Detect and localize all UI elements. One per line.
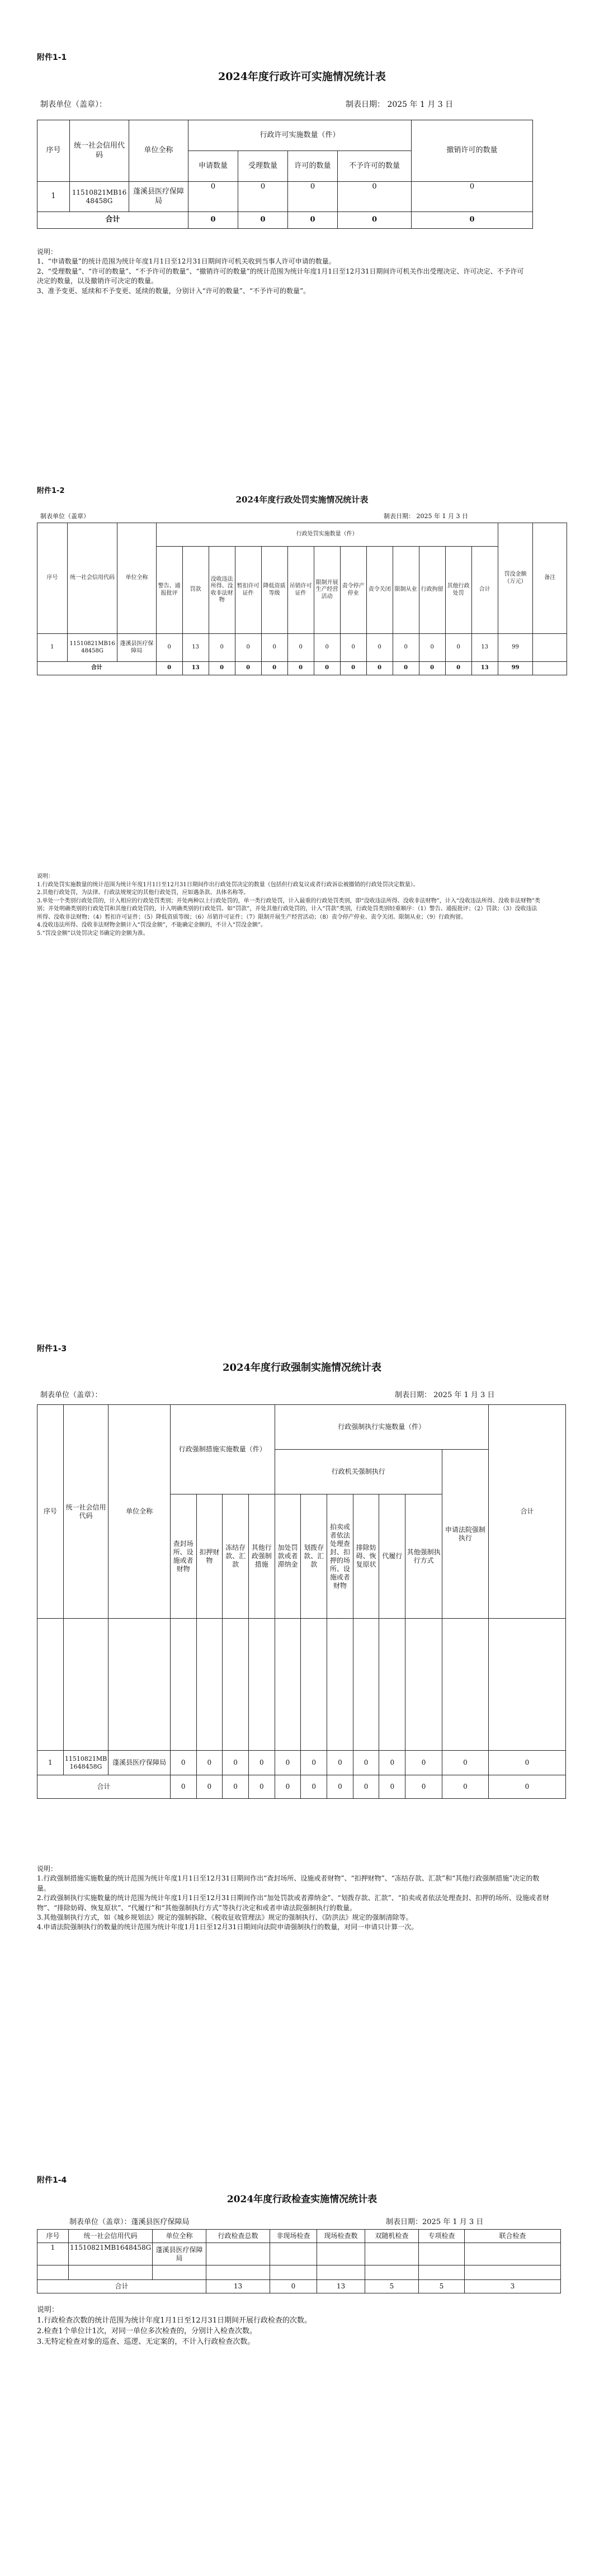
- total-value: 0: [287, 662, 314, 675]
- header-revoke: 撤销许可的数量: [412, 120, 533, 182]
- header-exec-col: 划拨存款、汇款: [301, 1494, 327, 1619]
- cell-value: 0: [393, 634, 419, 662]
- header-name: 单位全称: [153, 2230, 206, 2243]
- cell-value: [270, 2243, 317, 2265]
- cell-value: 0: [287, 634, 314, 662]
- total-value: 0: [170, 1775, 196, 1799]
- total-value: 0: [445, 662, 471, 675]
- total-label: 合计: [37, 2280, 206, 2293]
- header-name: 单位全称: [108, 1405, 170, 1619]
- header-name: 单位全称: [117, 523, 156, 634]
- total-value: 0: [248, 1775, 275, 1799]
- note-line: 说明：: [37, 2306, 59, 2314]
- header-col: 没收违法所得、没收非法财物: [209, 547, 235, 634]
- cell-value: [317, 2243, 365, 2265]
- note-line: 说明：: [37, 873, 54, 880]
- total-revoke: 0: [412, 212, 533, 229]
- cell-no: 1: [37, 182, 70, 212]
- cell-code: 11510821MB1648458G: [63, 1751, 108, 1775]
- total-accept: 0: [238, 212, 288, 229]
- cell-name: 蓬溪县医疗保障局: [153, 2243, 206, 2265]
- total-value: 0: [196, 1775, 223, 1799]
- cell-value: 0: [445, 634, 471, 662]
- header-exec-col: 排除妨碍、恢复原状: [353, 1494, 379, 1619]
- total-value: 0: [379, 1775, 405, 1799]
- table-title: 2024年度行政检查实施情况统计表: [226, 2194, 378, 2205]
- cell-remark: [533, 634, 567, 662]
- total-value: 0: [261, 662, 287, 675]
- header-col: 罚款: [182, 547, 209, 634]
- total-value: 0: [275, 1775, 301, 1799]
- header-col: 限制从业: [393, 547, 419, 634]
- section-inspection: [0, 2126, 604, 2576]
- header-joint: 联合检查: [465, 2230, 561, 2243]
- license-table: [37, 120, 533, 229]
- section-license: [0, 0, 604, 392]
- unit-label: 制表单位（盖章）：: [40, 1391, 102, 1399]
- total-value: 0: [235, 662, 261, 675]
- total-value: 13: [206, 2280, 270, 2293]
- total-row: [37, 212, 533, 229]
- cell-value: 0: [156, 634, 182, 662]
- notes: [37, 2305, 551, 2347]
- cell-fine: 99: [498, 634, 533, 662]
- section-penalty: [0, 448, 604, 1287]
- cell-value: 0: [419, 634, 445, 662]
- header-no: 序号: [37, 120, 70, 182]
- cell-value: 0: [366, 634, 393, 662]
- total-fine: 99: [498, 662, 533, 675]
- total-value: 0: [209, 662, 235, 675]
- section-enforcement: [0, 1287, 604, 2126]
- note-line: 2.行政强制执行实施数量的统计范围为统计年度1月1日至12月31日期间作出“加处罚款或者滞纳金”、“划拨存款、汇款”、“拍卖或者依法处理查封、扣押的场所、设施或者财物”、“排除妨碍、恢复原状”、“代履行”和“其他强制执行方式”等执行决定和或者申请法院强制执行的数量。: [37, 1894, 549, 1912]
- header-group: 行政处罚实施数量（件）: [156, 523, 498, 547]
- date-label: 制表日期： 2025 年 1 月 3 日: [384, 513, 468, 520]
- header-code: 统一社会信用代码: [67, 523, 117, 634]
- penalty-table: [37, 523, 567, 675]
- cell-deny: 0: [338, 182, 412, 212]
- unit-label: 制表单位（盖章）：: [40, 100, 107, 109]
- header-total: 合计: [488, 1405, 565, 1619]
- total-row: [37, 1775, 566, 1799]
- cell-value: [365, 2243, 419, 2265]
- total-value: 0: [314, 662, 340, 675]
- header-measure-col: 冻结存款、汇款: [223, 1494, 249, 1619]
- header-no: 序号: [37, 2230, 69, 2243]
- cell-value: [206, 2243, 270, 2265]
- header-accept: 受理数量: [238, 151, 288, 182]
- header-deny: 不予许可的数量: [338, 151, 412, 182]
- table-row: [37, 1751, 566, 1775]
- cell-grant: 0: [288, 182, 338, 212]
- note-line: 2、“受理数量”、“许可的数量”、“不予许可的数量”、“撤销许可的数量”的统计范围为统计年度1月1日至12月31日期间许可机关作出受理决定、许可决定、不予许可决定的数量，以及撤销许可决定的数量。: [37, 267, 524, 285]
- unit-label: 制表单位（盖章）：蓬溪县医疗保障局: [69, 2218, 190, 2226]
- note-line: 2.检查1个单位计1次，对同一单位多次检查的，分别计入检查次数。: [37, 2326, 257, 2335]
- header-col: 其他行政处罚: [445, 547, 471, 634]
- attachment-label: 附件1-2: [37, 487, 65, 495]
- cell-value: 0: [340, 634, 366, 662]
- note-line: 1.行政处罚实施数量的统计范围为统计年度1月1日至12月31日期间作出行政处罚决定的数量（包括但行政复议或者行政诉讼被撤销的行政处罚决定数量）。: [37, 881, 419, 888]
- note-line: 1、“申请数量”的统计范围为统计年度1月1日至12月31日期间许可机关收到当事人许可申请的数量。: [37, 257, 336, 266]
- header-col: 限制开展生产经营活动: [314, 547, 340, 634]
- date-label: 制表日期： 2025 年 1 月 3 日: [346, 100, 454, 109]
- total-value: 0: [393, 662, 419, 675]
- total-value: 0: [301, 1775, 327, 1799]
- total-value: 0: [419, 662, 445, 675]
- header-grant: 许可的数量: [288, 151, 338, 182]
- note-line: 说明：: [37, 248, 58, 256]
- date-label: 制表日期： 2025 年 1 月 3 日: [395, 1391, 495, 1399]
- note-line: 3、准予变更、延续和不予变更、延续的数量，分别计入“许可的数量”、“不予许可的数量”。: [37, 286, 310, 295]
- header-col: 暂扣许可证件: [235, 547, 261, 634]
- total-label: 合计: [37, 662, 157, 675]
- attachment-label: 附件1-1: [37, 53, 67, 62]
- table-row: [37, 634, 567, 662]
- note-line: 说明：: [37, 1865, 58, 1873]
- table-row: [37, 182, 533, 212]
- inspection-table: [37, 2229, 561, 2293]
- cell-no: 1: [37, 634, 68, 662]
- cell-value: [419, 2243, 465, 2265]
- header-court: 申请法院强制执行: [442, 1450, 488, 1619]
- header-exec-col: 代履行: [379, 1494, 405, 1619]
- header-apply: 申请数量: [188, 151, 238, 182]
- cell-code: 11510821MB1648458G: [67, 634, 117, 662]
- header-offsite: 非现场检查: [270, 2230, 317, 2243]
- cell-name: 蓬溪县医疗保障局: [117, 634, 156, 662]
- cell-no: 1: [37, 2243, 69, 2265]
- header-onsite: 现场检查数: [317, 2230, 365, 2243]
- cell-value: 0: [248, 1751, 275, 1775]
- total-value: 5: [419, 2280, 465, 2293]
- note-line: 3.无特定检查对象的巡查、巡逻、无定案的，不计入行政检查次数。: [37, 2337, 255, 2346]
- cell-value: 0: [301, 1751, 327, 1775]
- cell-value: 0: [275, 1751, 301, 1775]
- total-value: 13: [182, 662, 209, 675]
- cell-no: 1: [37, 1751, 64, 1775]
- total-value: 3: [465, 2280, 561, 2293]
- cell-name: 蓬溪县医疗保障局: [129, 182, 188, 212]
- cell-value: 0: [327, 1751, 353, 1775]
- header-code: 统一社会信用代码: [70, 120, 129, 182]
- total-value: 0: [353, 1775, 379, 1799]
- table-row: [37, 2243, 561, 2265]
- header-exec-col: 其他强制执行方式: [405, 1494, 442, 1619]
- unit-label: 制表单位（盖章）: [40, 513, 89, 520]
- cell-value: 0: [405, 1751, 442, 1775]
- total-value: 0: [366, 662, 393, 675]
- header-measure-col: 查封场所、设施或者财物: [170, 1494, 196, 1619]
- header-total-inspections: 行政检查总数: [206, 2230, 270, 2243]
- cell-value: 0: [353, 1751, 379, 1775]
- cell-value: 0: [442, 1751, 488, 1775]
- total-value: 13: [471, 662, 498, 675]
- cell-value: 0: [261, 634, 287, 662]
- notes: [37, 1864, 551, 1933]
- cell-code: 11510821MB1648458G: [69, 2243, 153, 2265]
- header-special: 专项检查: [419, 2230, 465, 2243]
- cell-name: 蓬溪县医疗保障局: [108, 1751, 170, 1775]
- empty-row: [37, 2265, 561, 2280]
- spacer-row: [37, 1619, 566, 1751]
- header-col: 责令停产停业: [340, 547, 366, 634]
- header-fine: 罚没金额（万元）: [498, 523, 533, 634]
- cell-value: [465, 2243, 561, 2265]
- total-value: 0: [488, 1775, 565, 1799]
- header-random: 双随机检查: [365, 2230, 419, 2243]
- attachment-label: 附件1-3: [37, 1345, 67, 1353]
- header-remark: 备注: [533, 523, 567, 634]
- total-apply: 0: [188, 212, 238, 229]
- total-grant: 0: [288, 212, 338, 229]
- header-no: 序号: [37, 523, 68, 634]
- header-group: 行政许可实施数量（件）: [188, 120, 412, 151]
- total-value: 0: [405, 1775, 442, 1799]
- notes: [37, 873, 540, 938]
- header-col: 责令关闭: [366, 547, 393, 634]
- cell-value: 0: [170, 1751, 196, 1775]
- total-row: [37, 2280, 561, 2293]
- note-line: 1.行政检查次数的统计范围为统计年度1月1日至12月31日期间开展行政检查的次数。: [37, 2316, 312, 2325]
- header-col: 降低资质等级: [261, 547, 287, 634]
- header-measures: 行政强制措施实施数量（件）: [170, 1405, 275, 1494]
- total-value: 5: [365, 2280, 419, 2293]
- total-value: 0: [270, 2280, 317, 2293]
- cell-accept: 0: [238, 182, 288, 212]
- cell-apply: 0: [188, 182, 238, 212]
- note-line: 4.没收违法所得、没收非法财物金额计入“罚没金额”，不能确定金额的，不计入“罚没金额”。: [37, 922, 266, 928]
- header-col: 警告、通报批评: [156, 547, 182, 634]
- cell-value: 0: [196, 1751, 223, 1775]
- header-exec-col: 加处罚款或者滞纳金: [275, 1494, 301, 1619]
- total-remark: [533, 662, 567, 675]
- table-title: 2024年度行政处罚实施情况统计表: [235, 495, 369, 505]
- header-code: 统一社会信用代码: [69, 2230, 153, 2243]
- header-col: 行政拘留: [419, 547, 445, 634]
- header-no: 序号: [37, 1405, 64, 1619]
- total-value: 0: [223, 1775, 249, 1799]
- header-name: 单位全称: [129, 120, 188, 182]
- table-title: 2024年度行政强制实施情况统计表: [222, 1362, 382, 1374]
- total-label: 合计: [37, 212, 188, 229]
- total-value: 0: [340, 662, 366, 675]
- total-value: 0: [442, 1775, 488, 1799]
- note-line: 4.申请法院强制执行的数量的统计范围为统计年度1月1日至12月31日期间向法院申请强制执行的数量，对同一申请只计算一次。: [37, 1923, 418, 1931]
- header-measure-col: 扣押财物: [196, 1494, 223, 1619]
- total-value: 13: [317, 2280, 365, 2293]
- header-col: 合计: [471, 547, 498, 634]
- total-label: 合计: [37, 1775, 171, 1799]
- table-title: 2024年度行政许可实施情况统计表: [218, 70, 386, 83]
- total-value: 0: [156, 662, 182, 675]
- cell-value: 13: [471, 634, 498, 662]
- enforcement-table: [37, 1404, 566, 1799]
- cell-value: 0: [223, 1751, 249, 1775]
- note-line: 3.单处一个类别行政处罚的，计入相应的行政处罚类别；并处两种以上行政处罚的，单一类行政处罚，计入最重的行政处罚类别，即“没收违法所得、没收非法财物”，计入“没收违法所得、没收非法财物”类别；并处明确类别的行政处罚和其他行政处罚的，计入明确类别的行政处罚。如“罚款”，并处其他行政处罚的，计入“罚款”类别，行政处罚类别轻重顺序：（1）警告、通报批评；（2）罚款；（3）没收违法所得、没收非法财物；（4）暂扣许可证件；（5）降低资质等级；（6）吊销许可证件；（7）限制开展生产经营活动；（8）责令停产停业、责令关闭、限制从业；（9）行政拘留。: [37, 897, 540, 920]
- cell-value: 0: [235, 634, 261, 662]
- header-exec: 行政强制执行实施数量（件）: [275, 1405, 488, 1450]
- note-line: 2.其他行政处罚，为法律、行政法规规定的其他行政处罚，应如遇条款、具体名称等。: [37, 890, 249, 896]
- cell-revoke: 0: [412, 182, 533, 212]
- note-line: 1.行政强制措施实施数量的统计范围为统计年度1月1日至12月31日期间作出“查封场所、设施或者财物”、“扣押财物”、“冻结存款、汇款”和“其他行政强制措施”决定的数量。: [37, 1874, 540, 1892]
- total-value: 0: [327, 1775, 353, 1799]
- cell-value: 0: [314, 634, 340, 662]
- header-exec-col: 拍卖或者依法处理查封、扣押的场所、设施或者财物: [327, 1494, 353, 1619]
- cell-value: 0: [488, 1751, 565, 1775]
- cell-value: 0: [209, 634, 235, 662]
- total-deny: 0: [338, 212, 412, 229]
- cell-value: 0: [379, 1751, 405, 1775]
- note-line: 3.其他强制执行方式，如《城乡规划法》规定的强制拆除、《税收征收管理法》规定的强制执行、《防洪法》规定的强制清除等。: [37, 1913, 413, 1921]
- header-code: 统一社会信用代码: [63, 1405, 108, 1619]
- attachment-label: 附件1-4: [37, 2176, 67, 2185]
- header-col: 吊销许可证件: [287, 547, 314, 634]
- notes: [37, 247, 529, 296]
- total-row: [37, 662, 567, 675]
- cell-value: 13: [182, 634, 209, 662]
- header-measure-col: 其他行政强制措施: [248, 1494, 275, 1619]
- cell-code: 11510821MB1648458G: [70, 182, 129, 212]
- note-line: 5.“罚没金额”以处罚决定书确定的金额为准。: [37, 930, 149, 937]
- header-exec-admin: 行政机关强制执行: [275, 1450, 442, 1494]
- date-label: 制表日期：2025 年 1 月 3 日: [386, 2218, 484, 2226]
